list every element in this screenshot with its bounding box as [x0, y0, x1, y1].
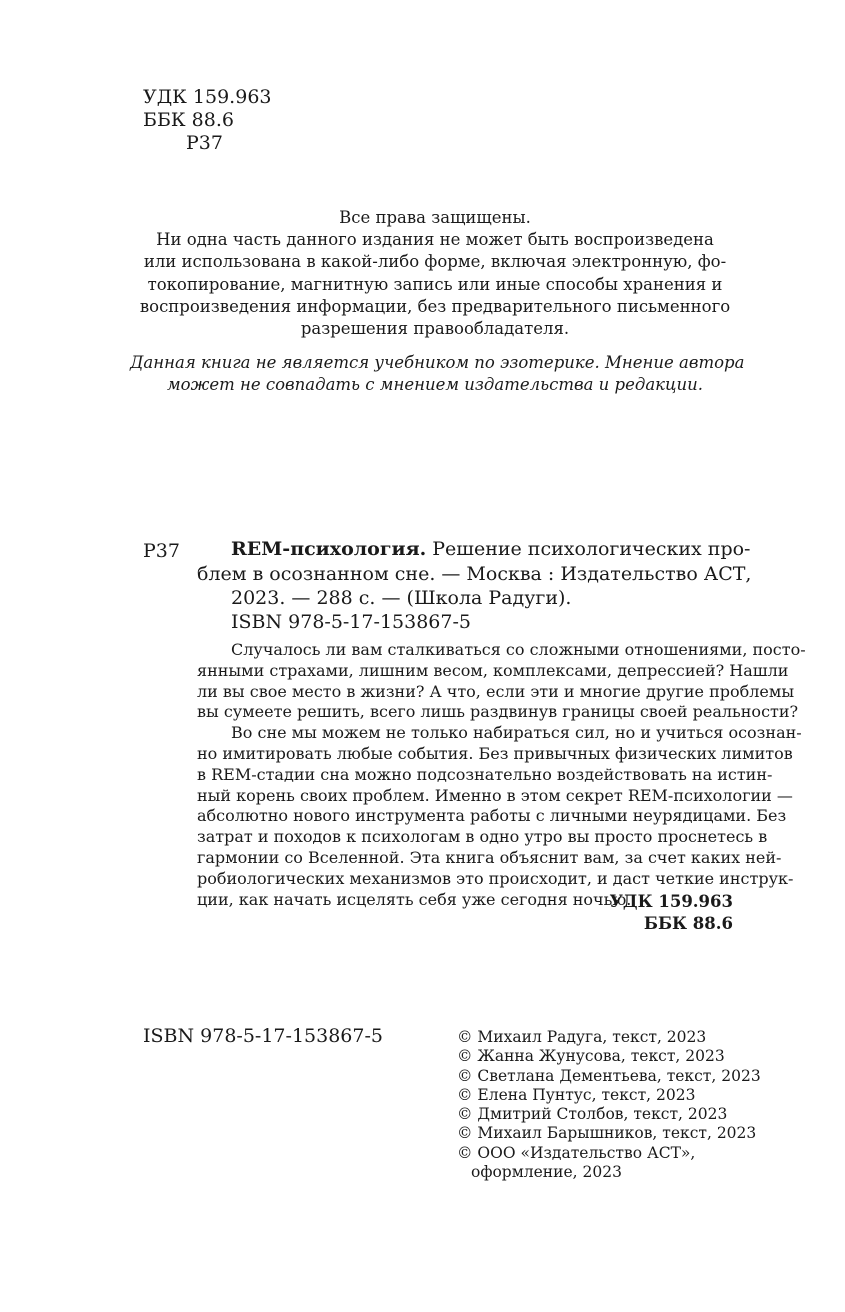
copyright-line: © Светлана Дементьева, текст, 2023 — [457, 1066, 761, 1085]
annotation-line: абсолютно нового инструмента работы с личными неурядицами. Без — [197, 806, 787, 826]
header-udk: УДК 159.963 — [143, 86, 272, 108]
disclaimer-line: Данная книга не является учебником по эзотерике. Мнение автора — [130, 353, 745, 372]
header-author-code: Р37 — [186, 132, 223, 154]
rights-line: воспроизведения информации, без предварительного письменного — [139, 296, 731, 316]
catalog-isbn: ISBN 978-5-17-153867-5 — [231, 611, 471, 633]
copyright-line: © Елена Пунтус, текст, 2023 — [457, 1085, 696, 1104]
rights-line: или использована в какой-либо форме, включая электронную, фо- — [143, 252, 727, 272]
annotation-line: янными страхами, лишним весом, комплексами, депрессией? Нашли — [197, 660, 789, 680]
book-title: REM-психология. — [231, 538, 427, 560]
annotation-line: Во сне мы можем не только набираться сил, но и учиться осознан- — [231, 723, 802, 743]
bottom-isbn: ISBN 978-5-17-153867-5 — [143, 1025, 383, 1047]
annotation-line: затрат и походов к психологам в одно утро вы просто проснетесь в — [197, 827, 768, 847]
copyright-line: © Жанна Жунусова, текст, 2023 — [457, 1047, 725, 1066]
footer-bbk: ББК 88.6 — [643, 914, 733, 933]
header-codes — [143, 86, 272, 155]
copyright-line: оформление, 2023 — [471, 1163, 622, 1182]
bib-line: блем в осознанном сне. — Москва : Издательство АСТ, — [197, 562, 752, 585]
annotation-line: робиологических механизмов это происходит, и даст четкие инструк- — [197, 868, 794, 888]
rights-notice — [130, 207, 740, 340]
annotation-line: ли вы свое место в жизни? А что, если эти и многие другие проблемы — [197, 681, 795, 701]
copyright-list — [457, 1028, 761, 1182]
disclaimer-line: может не совпадать с мнением издательства и редакции. — [166, 375, 704, 395]
annotation — [197, 640, 806, 910]
rights-line: разрешения правообладателя. — [300, 319, 570, 339]
copyright-line: © Дмитрий Столбов, текст, 2023 — [457, 1105, 728, 1124]
copyright-line: © ООО «Издательство АСТ», — [457, 1143, 696, 1162]
rights-line: Все права защищены. — [339, 208, 531, 227]
bib-line1-rest: Решение психологических про- — [426, 538, 751, 560]
header-bbk: ББК 88.6 — [143, 109, 234, 131]
catalog-author-code: Р37 — [143, 540, 180, 562]
footer-codes — [610, 891, 733, 935]
annotation-line: но имитировать любые события. Без привычных физических лимитов — [197, 743, 793, 763]
bibliographic-entry — [197, 537, 752, 611]
annotation-line: ции, как начать исцелять себя уже сегодня ночью. — [197, 889, 632, 909]
annotation-line: гармонии со Вселенной. Эта книга объяснит вам, за счет каких ней- — [197, 847, 782, 867]
disclaimer — [130, 352, 745, 396]
footer-udk: УДК 159.963 — [609, 892, 733, 911]
annotation-line: вы сумеете решить, всего лишь раздвинув границы своей реальности? — [197, 702, 799, 722]
rights-line: Ни одна часть данного издания не может быть воспроизведена — [156, 230, 714, 250]
rights-line: токопирование, магнитную запись или иные способы хранения и — [147, 274, 723, 294]
annotation-line: Случалось ли вам сталкиваться со сложными отношениями, посто- — [231, 640, 806, 659]
bib-line: 2023. — 288 с. — (Школа Радуги). — [231, 587, 572, 609]
copyright-line: © Михаил Радуга, текст, 2023 — [457, 1028, 707, 1046]
bib-line — [197, 537, 751, 562]
annotation-line: в REM-стадии сна можно подсознательно воздействовать на истин- — [197, 764, 773, 784]
annotation-line: ный корень своих проблем. Именно в этом секрет REM-психологии — — [197, 785, 793, 805]
copyright-line: © Михаил Барышников, текст, 2023 — [457, 1124, 757, 1143]
